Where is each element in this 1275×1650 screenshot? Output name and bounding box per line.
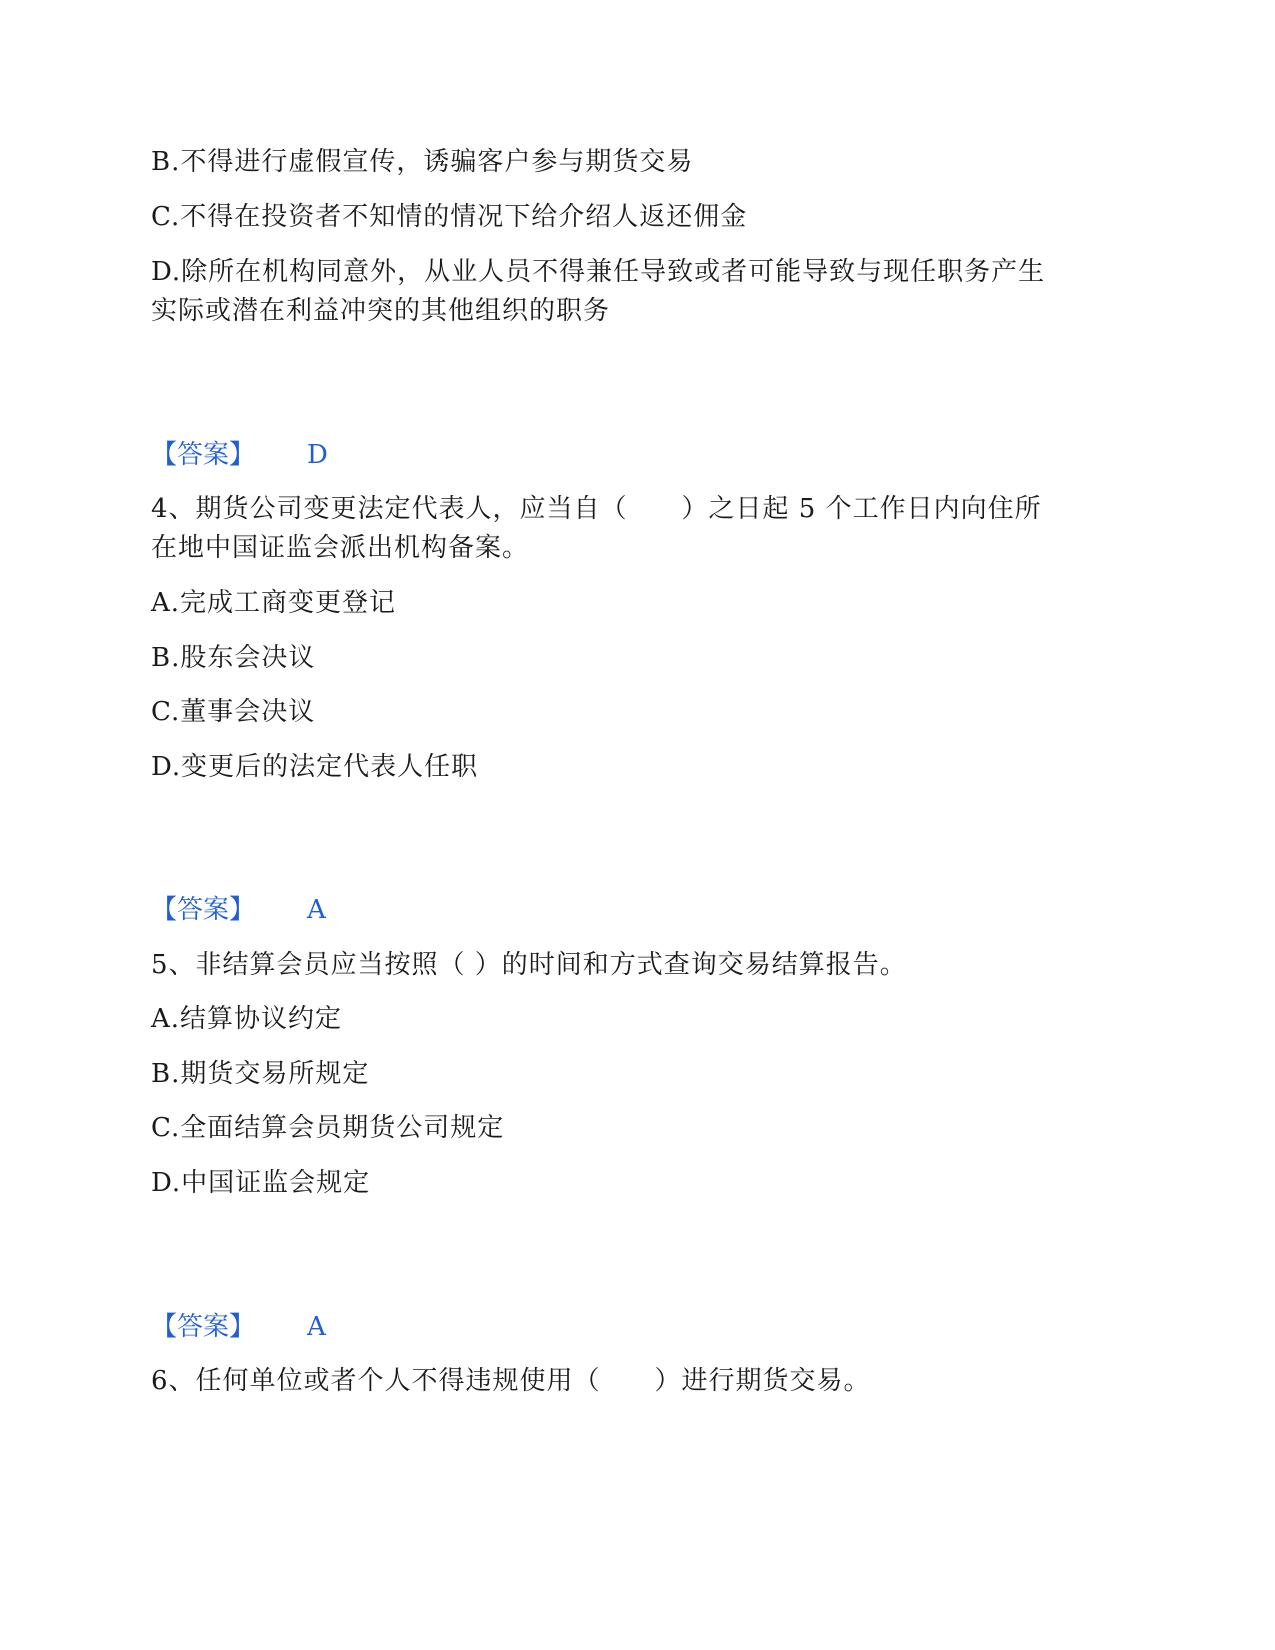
answer-value: A xyxy=(307,1312,326,1342)
answer-value: A xyxy=(307,895,326,925)
answer-4 xyxy=(151,890,326,930)
q4-stem-line2: 在地中国证监会派出机构备案。 xyxy=(151,533,530,563)
q3-option-d-line1: D.除所在机构同意外，从业人员不得兼任导致或者可能导致与现任职务产生 xyxy=(151,257,1046,287)
q5-option-d: D.中国证监会规定 xyxy=(151,1168,371,1198)
answer-label: 【答案】 xyxy=(151,1312,256,1342)
answer-label: 【答案】 xyxy=(151,895,256,925)
q4-option-a: A.完成工商变更登记 xyxy=(151,588,397,618)
answer-3 xyxy=(151,435,328,475)
answer-5 xyxy=(151,1307,326,1347)
q5-option-b: B.期货交易所规定 xyxy=(151,1059,370,1089)
answer-value: D xyxy=(307,440,328,470)
q4-option-b: B.股东会决议 xyxy=(151,643,316,673)
answer-label: 【答案】 xyxy=(151,440,256,470)
q3-option-b: B.不得进行虚假宣传，诱骗客户参与期货交易 xyxy=(151,147,694,177)
q3-option-c: C.不得在投资者不知情的情况下给介绍人返还佣金 xyxy=(151,202,748,232)
q3-option-d-line2: 实际或潜在利益冲突的其他组织的职务 xyxy=(151,296,611,326)
q4-option-d: D.变更后的法定代表人任职 xyxy=(151,752,479,782)
q5-stem: 5、非结算会员应当按照（ ）的时间和方式查询交易结算报告。 xyxy=(151,950,907,980)
q4-stem-line1: 4、期货公司变更法定代表人，应当自（ ）之日起 5 个工作日内向住所 xyxy=(151,494,1042,524)
q6-stem: 6、任何单位或者个人不得违规使用（ ）进行期货交易。 xyxy=(151,1366,871,1396)
q5-option-c: C.全面结算会员期货公司规定 xyxy=(151,1113,505,1143)
q4-option-c: C.董事会决议 xyxy=(151,697,316,727)
q5-option-a: A.结算协议约定 xyxy=(151,1004,343,1034)
